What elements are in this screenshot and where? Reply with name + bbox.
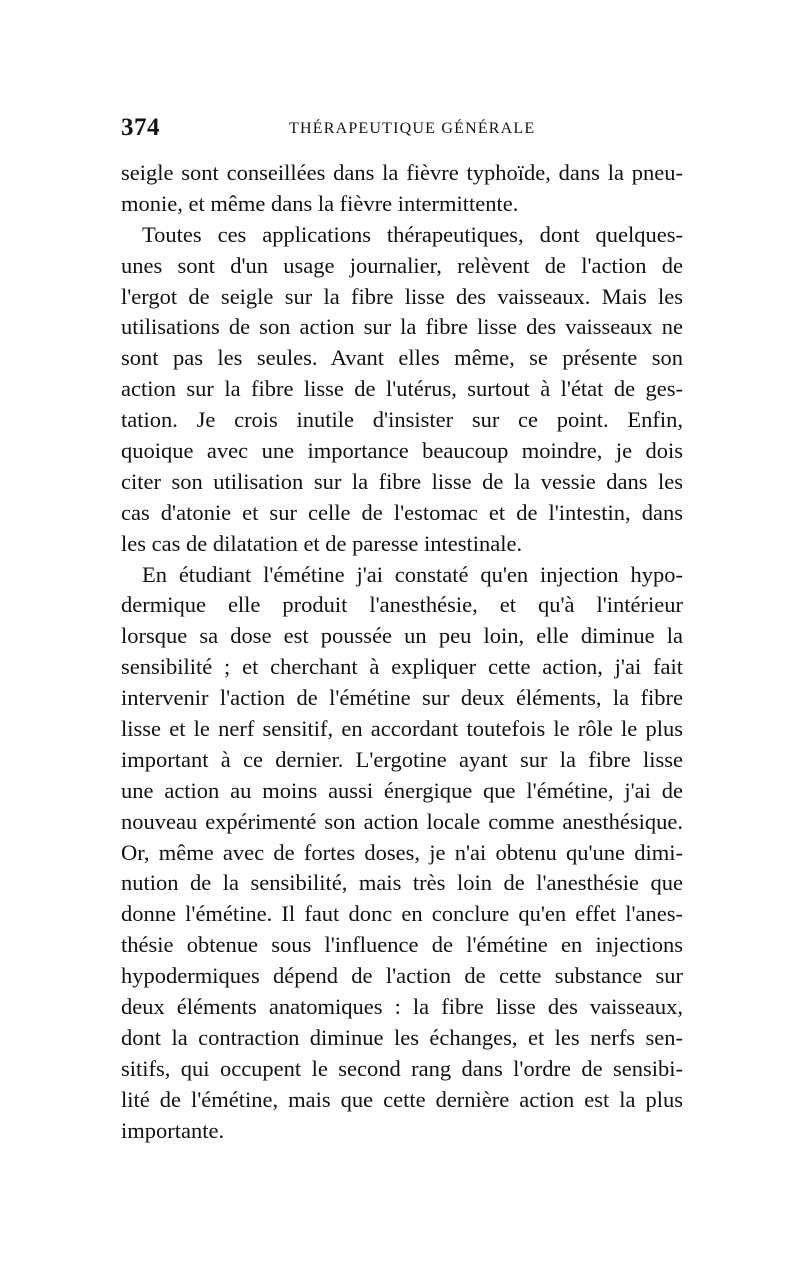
text-line: action sur la fibre lisse de l'utérus, surtout à l'état de ges- [121, 376, 683, 402]
text-line: cas d'atonie et sur celle de l'estomac et de l'intestin, dans [121, 499, 683, 525]
text-line: lisse et le nerf sensitif, en accordant toutefois le rôle le plus [121, 716, 683, 742]
running-title: THÉRAPEUTIQUE GÉNÉRALE [289, 120, 536, 137]
body-text [121, 158, 683, 1147]
text-line: les cas de dilatation et de paresse intestinale. [121, 530, 523, 556]
text-line: tation. Je crois inutile d'insister sur ce point. Enfin, [121, 407, 683, 433]
text-line: lité de l'émétine, mais que cette dernière action est la plus [121, 1086, 683, 1112]
text-line: utilisations de son action sur la fibre lisse des vaisseaux ne [121, 314, 683, 340]
text-line: important à ce dernier. L'ergotine ayant sur la fibre lisse [121, 746, 683, 772]
text-line: donne l'émétine. Il faut donc en conclure qu'en effet l'anes- [121, 901, 683, 927]
text-line: intervenir l'action de l'émétine sur deux éléments, la fibre [121, 685, 683, 711]
text-line: importante. [121, 1117, 225, 1143]
text-line: unes sont d'un usage journalier, relèvent de l'action de [121, 252, 683, 278]
text-line: seigle sont conseillées dans la fièvre typhoïde, dans la pneu- [121, 160, 683, 185]
text-line: dermique elle produit l'anesthésie, et qu'à l'intérieur [121, 592, 683, 618]
text-line: dont la contraction diminue les échanges, et les nerfs sen- [121, 1024, 683, 1050]
text-line: En étudiant l'émétine j'ai constaté qu'en injection hypo- [142, 561, 683, 587]
text-line: nution de la sensibilité, mais très loin de l'anesthésie que [121, 870, 683, 896]
text-line: citer son utilisation sur la fibre lisse de la vessie dans les [121, 468, 683, 494]
text-line: Toutes ces applications thérapeutiques, dont quelques- [142, 221, 683, 247]
page-number: 374 [121, 114, 160, 141]
text-line: sont pas les seules. Avant elles même, se présente son [121, 345, 683, 371]
text-line: hypodermiques dépend de l'action de cette substance sur [121, 963, 683, 989]
text-line: une action au moins aussi énergique que l'émétine, j'ai de [121, 777, 683, 803]
page-header [121, 114, 681, 144]
text-line: thésie obtenue sous l'influence de l'émétine en injections [121, 932, 683, 958]
text-line: nouveau expérimenté son action locale comme anesthésique. [121, 808, 683, 834]
text-line: quoique avec une importance beaucoup moindre, je dois [121, 438, 683, 464]
text-line: sensibilité ; et cherchant à expliquer cette action, j'ai fait [121, 654, 683, 680]
text-line: l'ergot de seigle sur la fibre lisse des vaisseaux. Mais les [121, 283, 683, 309]
text-line: lorsque sa dose est poussée un peu loin, elle diminue la [121, 623, 683, 649]
text-line: Or, même avec de fortes doses, je n'ai obtenu qu'une dimi- [121, 839, 683, 865]
text-line: monie, et même dans la fièvre intermittente. [121, 190, 519, 216]
text-line: sitifs, qui occupent le second rang dans l'ordre de sensibi- [121, 1055, 683, 1081]
text-line: deux éléments anatomiques : la fibre lisse des vaisseaux, [121, 994, 683, 1020]
